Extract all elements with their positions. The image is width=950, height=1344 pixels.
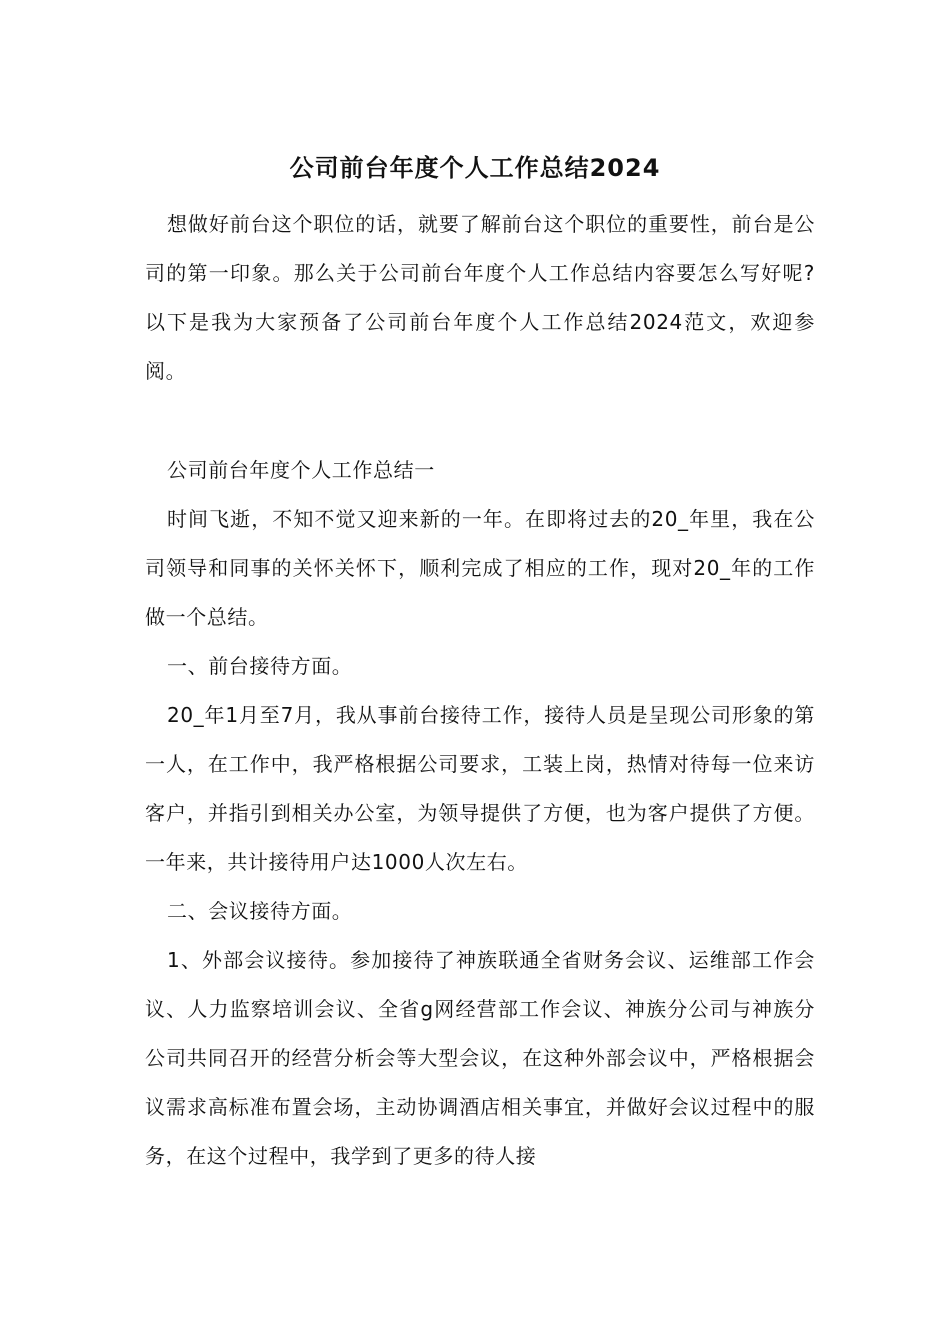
body-paragraph: 1、外部会议接待。参加接待了神族联通全省财务会议、运维部工作会议、人力监察培训会议、全省g网经营部工作会议、神族分公司与神族分公司共同召开的经营分析会等大型会议，在这种外部会议中，严格根据会议需求高标准布置会场，主动协调酒店相关事宜，并做好会议过程中的服务，在这个过程中，我学到了更多的待人接 xyxy=(145,948,815,1168)
subsection-heading: 二、会议接待方面。 xyxy=(167,899,353,923)
section-block xyxy=(145,446,815,1181)
subsection-heading: 一、前台接待方面。 xyxy=(167,654,353,678)
section-heading: 公司前台年度个人工作总结一 xyxy=(167,458,435,482)
document-title: 公司前台年度个人工作总结2024 xyxy=(289,154,661,182)
intro-paragraph: 想做好前台这个职位的话，就要了解前台这个职位的重要性，前台是公司的第一印象。那么关于公司前台年度个人工作总结内容要怎么写好呢?以下是我为大家预备了公司前台年度个人工作总结2024范文，欢迎参阅。 xyxy=(145,212,815,383)
intro-block xyxy=(145,200,815,396)
body-paragraph: 20_年1月至7月，我从事前台接待工作，接待人员是呈现公司形象的第一人，在工作中，我严格根据公司要求，工装上岗，热情对待每一位来访客户，并指引到相关办公室，为领导提供了方便，也为客户提供了方便。一年来，共计接待用户达1000人次左右。 xyxy=(145,703,815,874)
body-paragraph: 时间飞逝，不知不觉又迎来新的一年。在即将过去的20_年里，我在公司领导和同事的关怀关怀下，顺利完成了相应的工作，现对20_年的工作做一个总结。 xyxy=(145,507,815,629)
